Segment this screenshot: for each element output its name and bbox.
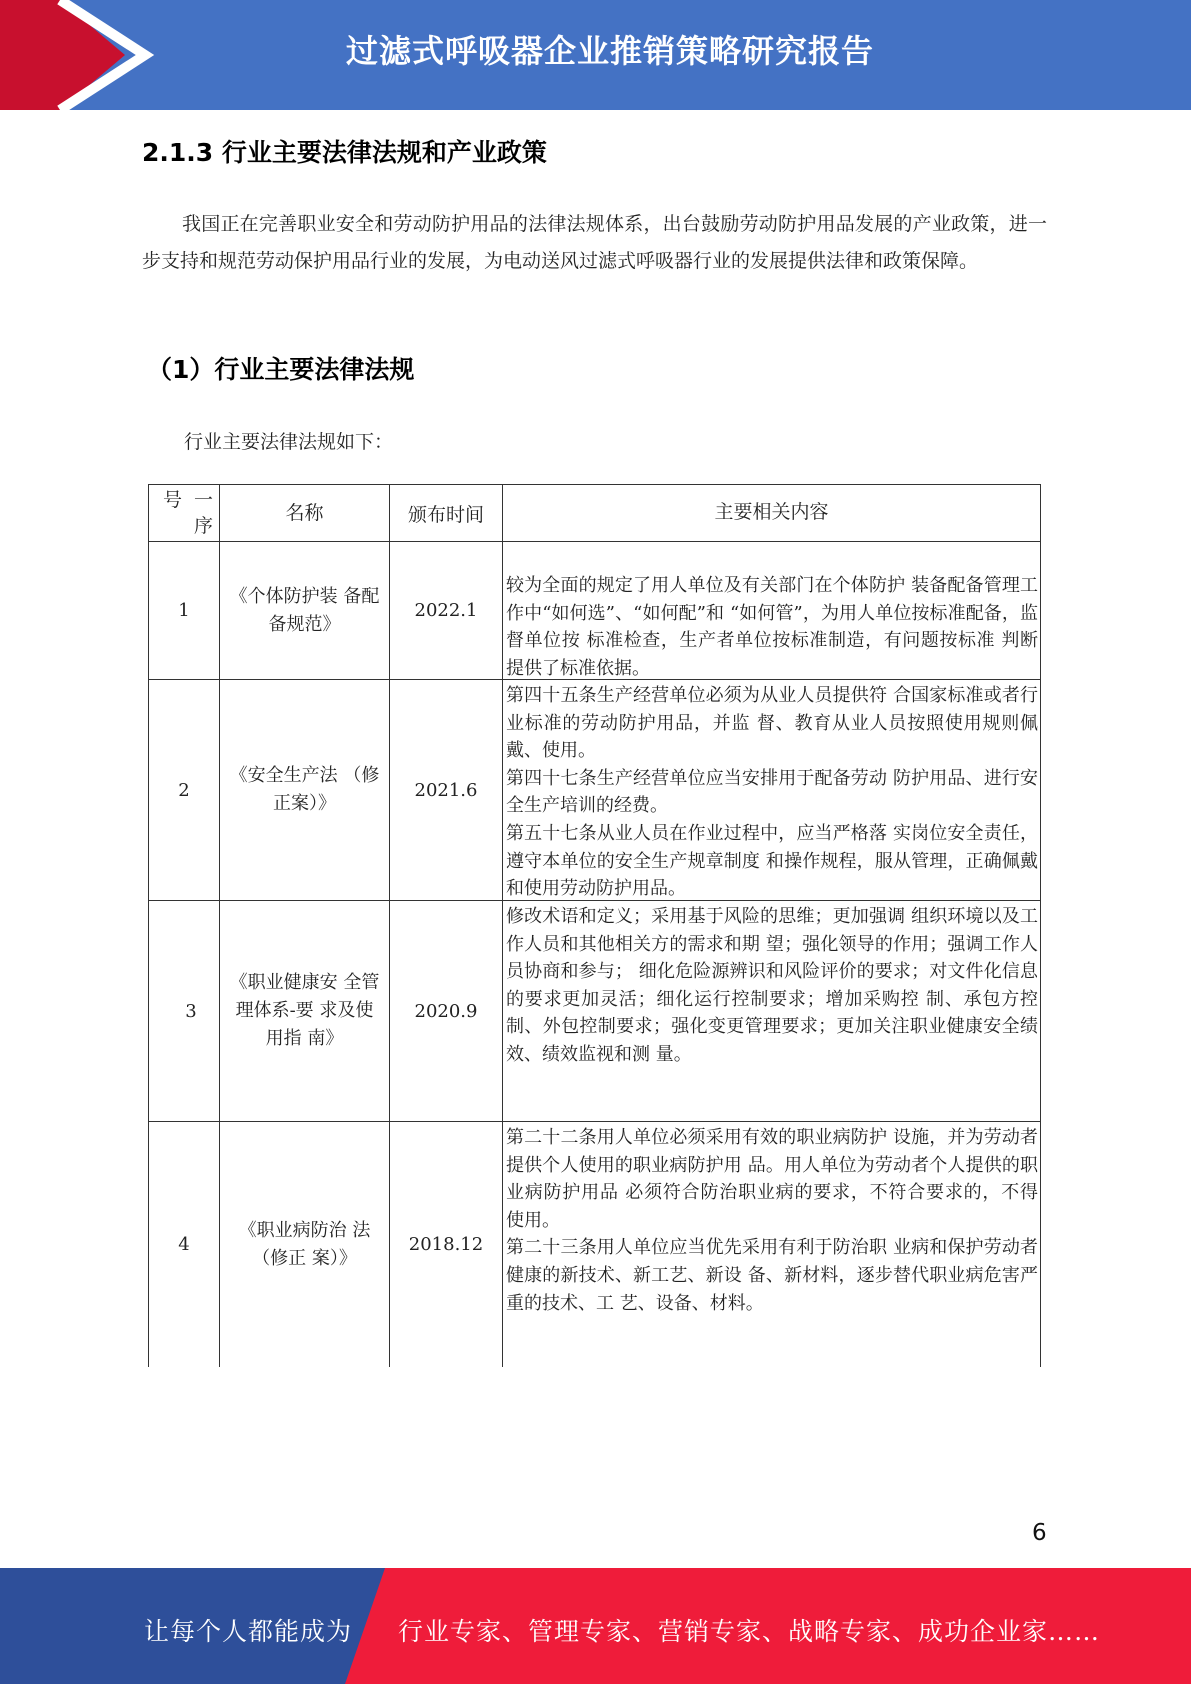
subsection-heading: （1）行业主要法律法规 [147, 355, 415, 384]
row-date: 2018.12 [390, 1122, 503, 1367]
row-content: 第二十二条用人单位必须采用有效的职业病防护 设施，并为劳动者提供个人使用的职业病防护用 品。用人单位为劳动者个人提供的职业病防护用品 必须符合防治职业病的要求，不符合要求的，不得 使用。 第二十三条用人单位应当优先采用有利于防治职 业病和保护劳动者健康的新技术、新工艺、新设 备、新材料，逐步替代职业病危害严重的技术、工 艺、设备、材料。 [506, 1127, 1038, 1314]
laws-table [148, 484, 1041, 1367]
footer-banner [0, 1568, 1191, 1684]
header-no: 号 一 序 [149, 485, 220, 541]
header-name: 名称 [220, 485, 390, 541]
row-no: 2 [149, 680, 220, 900]
row-date: 2022.1 [390, 542, 503, 679]
table-row [149, 901, 1040, 1122]
row-law-name: 《安全生产法 （修正案）》 [220, 680, 390, 900]
intro-paragraph: 我国正在完善职业安全和劳动防护用品的法律法规体系，出台鼓励劳动防护用品发展的产业政策，进一步支持和规范劳动保护用品行业的发展，为电动送风过滤式呼吸器行业的发展提供法律和政策保障。 [142, 213, 1047, 272]
row-date: 2020.9 [390, 901, 503, 1121]
row-law-name: 《职业病防治 法（修正 案）》 [220, 1122, 390, 1367]
row-content: 第四十五条生产经营单位必须为从业人员提供符 合国家标准或者行业标准的劳动防护用品，并监 督、教育从业人员按照使用规则佩戴、使用。 第四十七条生产经营单位应当安排用于配备劳动 防护用品、进行安全生产培训的经费。 第五十七条从业人员在作业过程中，应当严格落 实岗位安全责任，遵守本单位的安全生产规章制度 和操作规程，服从管理，正确佩戴和使用劳动防护用品。 [506, 685, 1038, 900]
table-row [149, 1122, 1040, 1367]
header-date: 颁布时间 [390, 485, 503, 541]
row-content: 修改术语和定义；采用基于风险的思维；更加强调 组织环境以及工作人员和其他相关方的需求和期 望；强化领导的作用；强调工作人员协商和参与； 细化危险源辨识和风险评价的要求；对文件化信息 的要求更加灵活；细化运行控制要求；增加采购控 制、承包方控制、外包控制要求；强化变更管理要求；更加关注职业健康安全绩效、绩效监视和测 量。 [506, 906, 1038, 1065]
row-date: 2021.6 [390, 680, 503, 900]
row-no: 1 [149, 542, 220, 679]
footer-slogan-right: 行业专家、管理专家、营销专家、战略专家、成功企业家…… [398, 1617, 1101, 1646]
page-number: 6 [1032, 1520, 1047, 1546]
header-content: 主要相关内容 [714, 501, 829, 524]
header-arrow-decoration [0, 0, 160, 110]
table-intro: 行业主要法律法规如下： [184, 431, 394, 453]
report-title: 过滤式呼吸器企业推销策略研究报告 [345, 32, 874, 70]
footer-slogan-left: 让每个人都能成为 [144, 1617, 353, 1646]
table-header-row [149, 485, 1040, 542]
section-heading: 2.1.3 行业主要法律法规和产业政策 [142, 138, 547, 167]
row-no: 4 [149, 1122, 220, 1367]
table-row [149, 542, 1040, 680]
table-row [149, 680, 1040, 901]
row-law-name: 《个体防护装 备配备规范》 [220, 542, 390, 679]
row-content: 较为全面的规定了用人单位及有关部门在个体防护 装备配备管理工作中“如何选”、“如何配”和 “如何管”，为用人单位按标准配备，监督单位按 标准检查，生产者单位按标准制造，有问题按标准 判断提供了标准依据。 [506, 575, 1038, 679]
header-banner [0, 0, 1191, 110]
row-no: 3 [149, 901, 220, 1121]
row-law-name: 《职业健康安 全管理体系-要 求及使用指 南》 [220, 901, 390, 1121]
